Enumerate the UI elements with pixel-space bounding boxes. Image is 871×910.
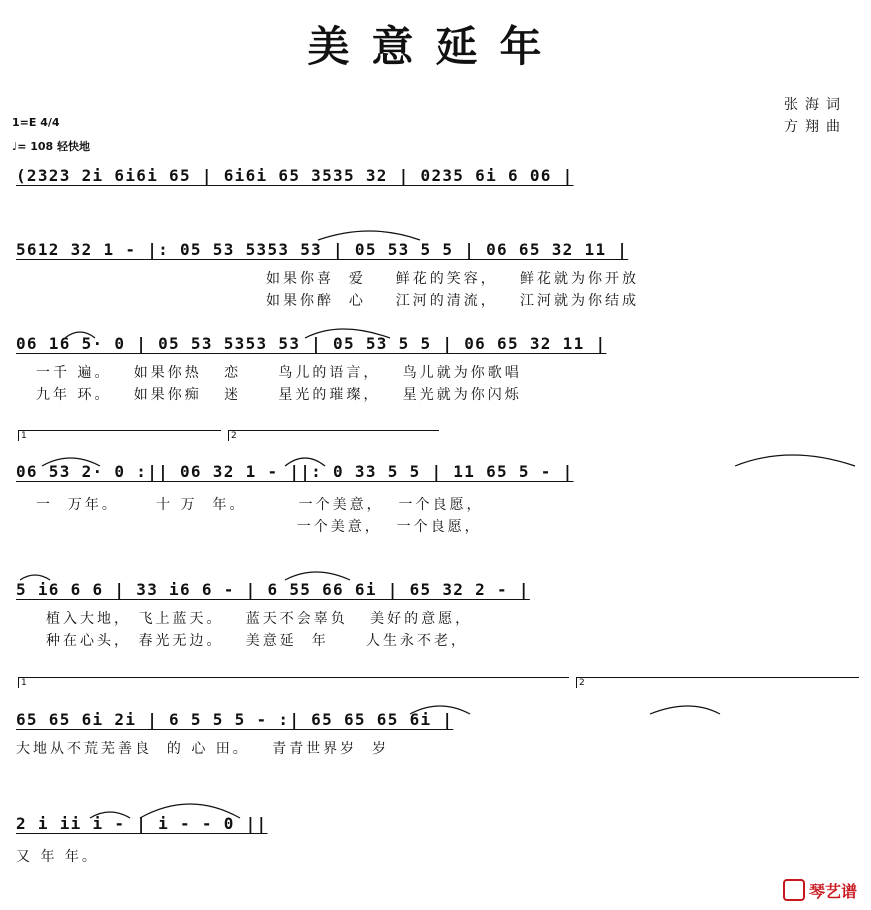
music-line-5 — [16, 580, 858, 649]
notation: 06 53 2· 0 :|| 06 32 1 - ||: 0 33 5 5 | 11 65 5 - | — [16, 462, 574, 481]
lyrics-verse-2: 九年 环。 如果你痴 迷 星光的璀璨， 星光就为你闪烁 — [36, 387, 522, 403]
lyrics-verse-1: 如果你喜 爱 鲜花的笑容， 鲜花就为你开放 — [266, 271, 640, 287]
piano-logo-icon — [783, 879, 805, 901]
lyrics-verse-1: 大地从不荒芜善良 的 心 田。 青青世界岁 岁 — [16, 741, 390, 757]
notation: (2323 2i 6i6i 65 | 6i6i 65 3535 32 | 0235 6i 6 06 | — [16, 166, 574, 185]
notation: 5 i6 6 6 | 33 i6 6 - | 6 55 66 6i | 65 32 2 - | — [16, 580, 530, 599]
song-title: 美意延年 — [307, 22, 564, 71]
lyrics-verse-1: 植入大地， 飞上蓝天。 蓝天不会辜负 美好的意愿， — [46, 611, 473, 627]
tempo-marking: ♩= 108 轻快地 — [12, 140, 91, 153]
watermark-logo: 琴艺谱 — [783, 879, 857, 902]
notation: 2 i ii i - | i - - 0 || — [16, 814, 268, 833]
music-line-2 — [16, 240, 858, 309]
volta-bracket-2: 2 — [576, 677, 859, 688]
lyrics-verse-2: 一个美意， 一个良愿， — [36, 519, 482, 535]
notation: 06 16 5· 0 | 05 53 5353 53 | 05 53 5 5 | 06 65 32 11 | — [16, 334, 607, 353]
lyrics-verse-1: 一 万年。 十 万 年。 一个美意， 一个良愿， — [36, 497, 484, 513]
composer-credit: 方翔曲 — [784, 119, 847, 135]
music-line-1 — [16, 166, 858, 200]
lyricist-credit: 张海词 — [784, 97, 847, 113]
notation: 5612 32 1 - |: 05 53 5353 53 | 05 53 5 5 | 06 65 32 11 | — [16, 240, 629, 259]
music-line-3 — [16, 334, 858, 403]
volta-bracket-1: 1 — [18, 430, 221, 441]
volta-bracket-2: 2 — [228, 430, 439, 441]
key-time-signature: 1=E 4/4 — [12, 116, 60, 129]
notation: 65 65 6i 2i | 6 5 5 5 - :| 65 65 65 6i | — [16, 710, 454, 729]
lyrics-verse-2: 如果你醉 心 江河的清流， 江河就为你结成 — [266, 293, 640, 309]
lyrics-verse-1: 又 年 年。 — [16, 849, 99, 865]
lyrics-verse-2: 种在心头， 春光无边。 美意延 年 人生永不老， — [46, 633, 468, 649]
music-line-4 — [16, 462, 858, 535]
volta-bracket-1: 1 — [18, 677, 569, 688]
music-line-7 — [16, 814, 858, 865]
music-line-6 — [16, 710, 858, 757]
lyrics-verse-1: 一千 遍。 如果你热 恋 鸟儿的语言， 鸟儿就为你歌唱 — [36, 365, 522, 381]
